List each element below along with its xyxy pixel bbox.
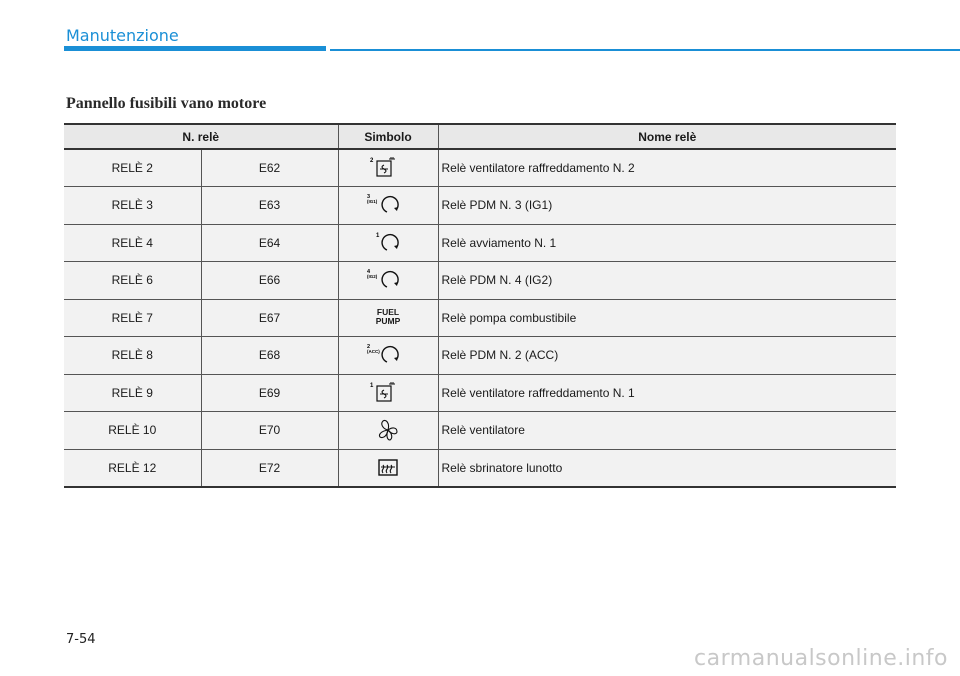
relay-cell: RELÈ 7 [64,299,201,337]
symbol-cell [338,337,438,375]
symbol-cell [338,374,438,412]
table-row [64,149,896,187]
pdm-relay-ig2-icon [366,267,410,293]
table-row [64,412,896,450]
symbol-cell [338,262,438,300]
symbol-sub: (IG1) [367,199,378,205]
symbol-number: 1 [370,382,374,389]
start-relay-1-icon [366,230,410,256]
symbol-sub: PUMP [375,316,401,327]
relay-name-cell: Relè pompa combustibile [438,299,896,337]
table-row [64,224,896,262]
code-cell: E62 [201,149,338,187]
relay-cell: RELÈ 3 [64,187,201,225]
page-number: 7-54 [66,632,96,647]
relay-name-cell: Relè ventilatore raffreddamento N. 1 [438,374,896,412]
rear-defroster-icon [366,455,410,481]
symbol-cell [338,149,438,187]
relay-name-cell: Relè ventilatore raffreddamento N. 2 [438,149,896,187]
relay-cell: RELÈ 10 [64,412,201,450]
relay-cell: RELÈ 4 [64,224,201,262]
code-cell: E72 [201,449,338,487]
code-cell: E66 [201,262,338,300]
table-row [64,449,896,487]
pdm-relay-acc-icon [366,342,410,368]
relay-name-cell: Relè PDM N. 3 (IG1) [438,187,896,225]
column-header-name: Nome relè [438,124,896,149]
code-cell: E67 [201,299,338,337]
header-bar-thin [330,49,960,51]
pdm-relay-ig1-icon [366,192,410,218]
code-cell: E68 [201,337,338,375]
relay-name-cell: Relè PDM N. 2 (ACC) [438,337,896,375]
relay-cell: RELÈ 12 [64,449,201,487]
symbol-number: 3 [367,194,371,201]
relay-name-cell: Relè avviamento N. 1 [438,224,896,262]
symbol-cell [338,449,438,487]
page-heading: Pannello fusibili vano motore [66,95,267,112]
relay-cell: RELÈ 9 [64,374,201,412]
table-row [64,187,896,225]
relay-name-cell: Relè sbrinatore lunotto [438,449,896,487]
symbol-sub: (ACC) [367,349,380,355]
column-header-symbol: Simbolo [338,124,438,149]
code-cell: E70 [201,412,338,450]
watermark: carmanualsonline.info [694,646,948,671]
fan-relay-2-icon [366,155,410,181]
relay-cell: RELÈ 8 [64,337,201,375]
symbol-cell [338,224,438,262]
symbol-number: 4 [367,269,371,276]
table-row [64,262,896,300]
symbol-cell [338,412,438,450]
symbol-number: 1 [376,232,380,239]
symbol-label: FUEL [376,307,400,318]
symbol-sub: (IG2) [367,274,378,280]
code-cell: E64 [201,224,338,262]
code-cell: E69 [201,374,338,412]
symbol-number: 2 [370,158,374,164]
code-cell: E63 [201,187,338,225]
header-bar-thick [64,46,326,51]
relay-name-cell: Relè PDM N. 4 (IG2) [438,262,896,300]
relay-cell: RELÈ 6 [64,262,201,300]
symbol-cell [338,299,438,337]
fan-relay-1-icon [366,380,410,406]
fuel-pump-text-icon [376,308,401,326]
relay-name-cell: Relè ventilatore [438,412,896,450]
section-title: Manutenzione [66,26,179,45]
column-header-relay: N. relè [64,124,338,149]
relay-cell: RELÈ 2 [64,149,201,187]
relay-table [64,123,896,488]
table-row [64,337,896,375]
symbol-number: 2 [367,344,371,351]
table-row [64,374,896,412]
blower-fan-icon [366,417,410,443]
table-header-row [64,124,896,149]
table-row [64,299,896,337]
symbol-cell [338,187,438,225]
